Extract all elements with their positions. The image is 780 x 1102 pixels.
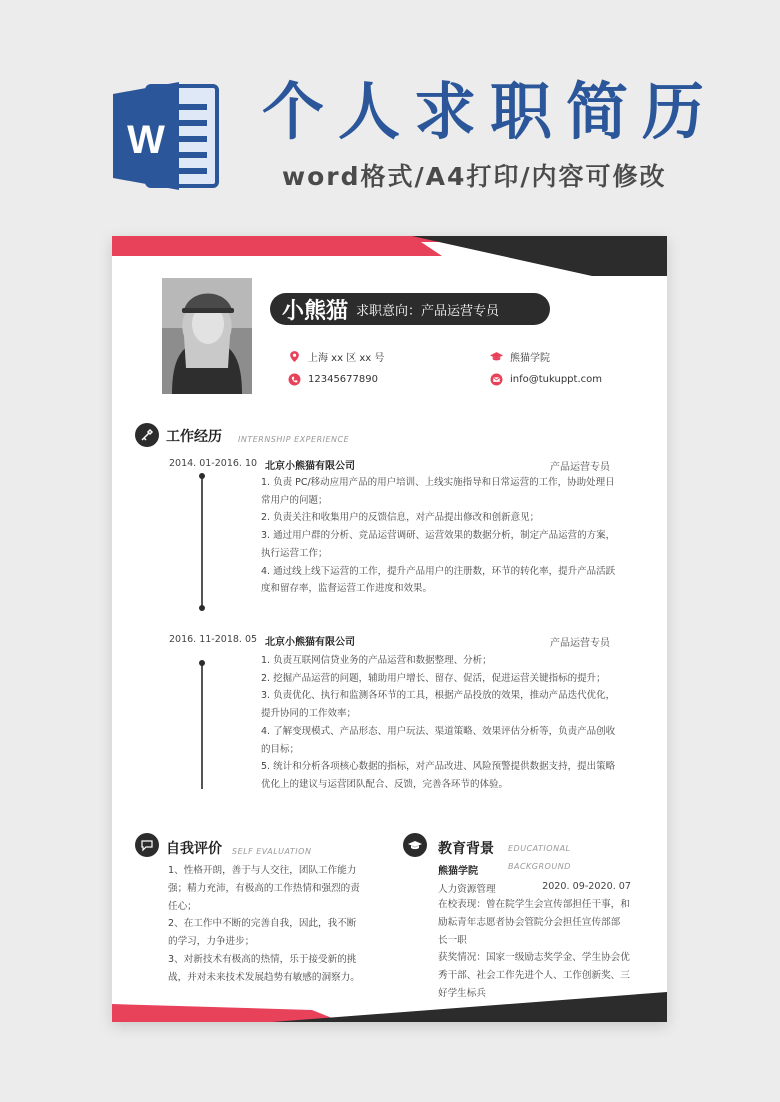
duty-line: 4. 通过线上线下运营的工作，提升产品用户的注册数，环节的转化率，提升产品活跃 <box>261 565 616 577</box>
duty-line: 2. 挖掘产品运营的问题，辅助用户增长、留存、促活，促进运营关键指标的提升； <box>261 672 606 684</box>
education-section-subtitle-2: BACKGROUND <box>508 862 571 871</box>
timeline-line-2 <box>201 663 203 789</box>
education-major: 人力资源管理 <box>438 884 496 895</box>
self-line: 3、对新技术有极高的热情，乐于接受新的挑 <box>168 953 357 965</box>
phone-row <box>288 373 378 386</box>
education-school: 熊猫学院 <box>438 866 478 877</box>
word-icon <box>113 80 221 192</box>
duty-line: 1. 负责互联网信贷业务的产品运营和数据整理、分析； <box>261 655 492 666</box>
work-section-icon <box>135 423 159 447</box>
self-line: 强；精力充沛，有极高的工作热情和强烈的责 <box>168 882 360 894</box>
email-icon <box>490 373 503 386</box>
school-row <box>490 349 550 364</box>
duty-line: 5. 统计和分析各项核心数据的指标，对产品改进、风险预警提供数据支持，提出策略 <box>261 761 616 773</box>
self-line: 2、在工作中不断的完善自我，因此，我不断 <box>168 918 357 930</box>
banner-title: 个人求职简历 <box>262 75 719 148</box>
tools-icon <box>140 428 154 442</box>
self-line: 的学习，力争进步； <box>168 936 255 948</box>
education-period: 2020. 09-2020. 07 <box>542 881 631 892</box>
self-line: 战，并对未来技术发展趋势有敏感的洞察力。 <box>168 971 360 983</box>
resume-paper <box>112 236 667 1022</box>
education-major-row <box>438 881 631 895</box>
profile-photo <box>162 278 252 394</box>
banner-subtitle: word格式/A4打印/内容可修改 <box>282 162 667 191</box>
duty-line: 2. 负责关注和收集用户的反馈信息，对产品提出修改和创新意见； <box>261 512 540 524</box>
self-section-subtitle: SELF EVALUATION <box>232 847 312 856</box>
timeline-line-1 <box>201 476 203 608</box>
duty-line: 提升协同的工作效率； <box>261 708 357 720</box>
education-details <box>438 896 630 1003</box>
education-section-subtitle-1: EDUCATIONAL <box>508 844 571 853</box>
duty-line: 常用户的问题； <box>261 494 328 506</box>
job-1-date: 2014. 01-2016. 10 <box>169 458 258 469</box>
self-evaluation-text <box>168 862 360 987</box>
job-1-company: 北京小熊猫有限公司 <box>265 461 355 472</box>
candidate-name: 小熊猫 <box>282 298 349 324</box>
phone-text: 12345677890 <box>308 374 378 385</box>
location-icon <box>288 350 301 363</box>
work-section-subtitle: INTERNSHIP EXPERIENCE <box>238 435 350 444</box>
school-text: 熊猫学院 <box>510 353 550 364</box>
job-2-position: 产品运营专员 <box>550 638 610 649</box>
speech-bubble-icon <box>140 838 154 852</box>
duty-line: 1. 负责 PC/移动应用产品的用户培训、上线实施指导和日常运营的工作，协助处理日 <box>261 477 615 488</box>
address-row <box>288 349 384 364</box>
graduation-cap-icon <box>490 350 503 363</box>
email-text[interactable]: info@tukuppt.com <box>510 374 602 385</box>
address-text: 上海 xx 区 xx 号 <box>308 353 385 364</box>
email-row[interactable] <box>490 373 602 386</box>
job-1-position: 产品运营专员 <box>550 462 610 473</box>
timeline-dot <box>199 473 205 479</box>
job-2-duties <box>261 652 615 794</box>
name-banner <box>270 293 550 325</box>
top-decoration <box>112 236 667 276</box>
duty-line: 优化上的建议与运营团队配合、反馈，完善各环节的体验。 <box>261 778 509 790</box>
duty-line: 3. 通过用户群的分析、竞品运营调研、运营效果的数据分析，制定产品运营的方案， <box>261 530 616 542</box>
education-line: 励耘青年志愿者协会管院分会担任宣传部部 <box>438 916 621 928</box>
duty-line: 执行运营工作； <box>261 547 328 559</box>
timeline-dot <box>199 660 205 666</box>
self-line: 任心； <box>168 900 197 912</box>
education-line: 好学生标兵 <box>438 987 486 999</box>
self-section-icon <box>135 833 159 857</box>
job-2-date: 2016. 11-2018. 05 <box>169 634 258 645</box>
timeline-dot <box>199 605 205 611</box>
education-section-icon <box>403 833 427 857</box>
phone-icon <box>288 373 301 386</box>
word-icon-letter: W <box>127 118 165 162</box>
education-section-title: 教育背景 <box>438 841 494 857</box>
duty-line: 3. 负责优化、执行和监测各环节的工具，根据产品投放的效果，推动产品迭代优化， <box>261 690 616 702</box>
duty-line: 度和留存率，监督运营工作进度和效果。 <box>261 583 433 595</box>
self-line: 1、性格开朗，善于与人交往，团队工作能力 <box>168 865 357 876</box>
work-section-title: 工作经历 <box>166 429 222 445</box>
self-section-title: 自我评价 <box>166 841 222 857</box>
education-line: 秀干部、社会工作先进个人、工作创新奖、三 <box>438 970 630 982</box>
job-intent: 求职意向：产品运营专员 <box>356 303 500 319</box>
duty-line: 的目标； <box>261 743 300 755</box>
graduation-cap-icon <box>408 838 422 852</box>
job-1-duties <box>261 474 615 598</box>
job-2-company: 北京小熊猫有限公司 <box>265 637 355 648</box>
education-line: 长一职 <box>438 934 467 946</box>
education-line: 在校表现：曾在院学生会宣传部担任干事，和 <box>438 899 630 910</box>
duty-line: 4. 了解变现模式、产品形态、用户玩法、渠道策略、效果评估分析等，负责产品创收 <box>261 725 616 737</box>
education-line: 获奖情况：国家一级励志奖学金、学生协会优 <box>438 952 630 964</box>
